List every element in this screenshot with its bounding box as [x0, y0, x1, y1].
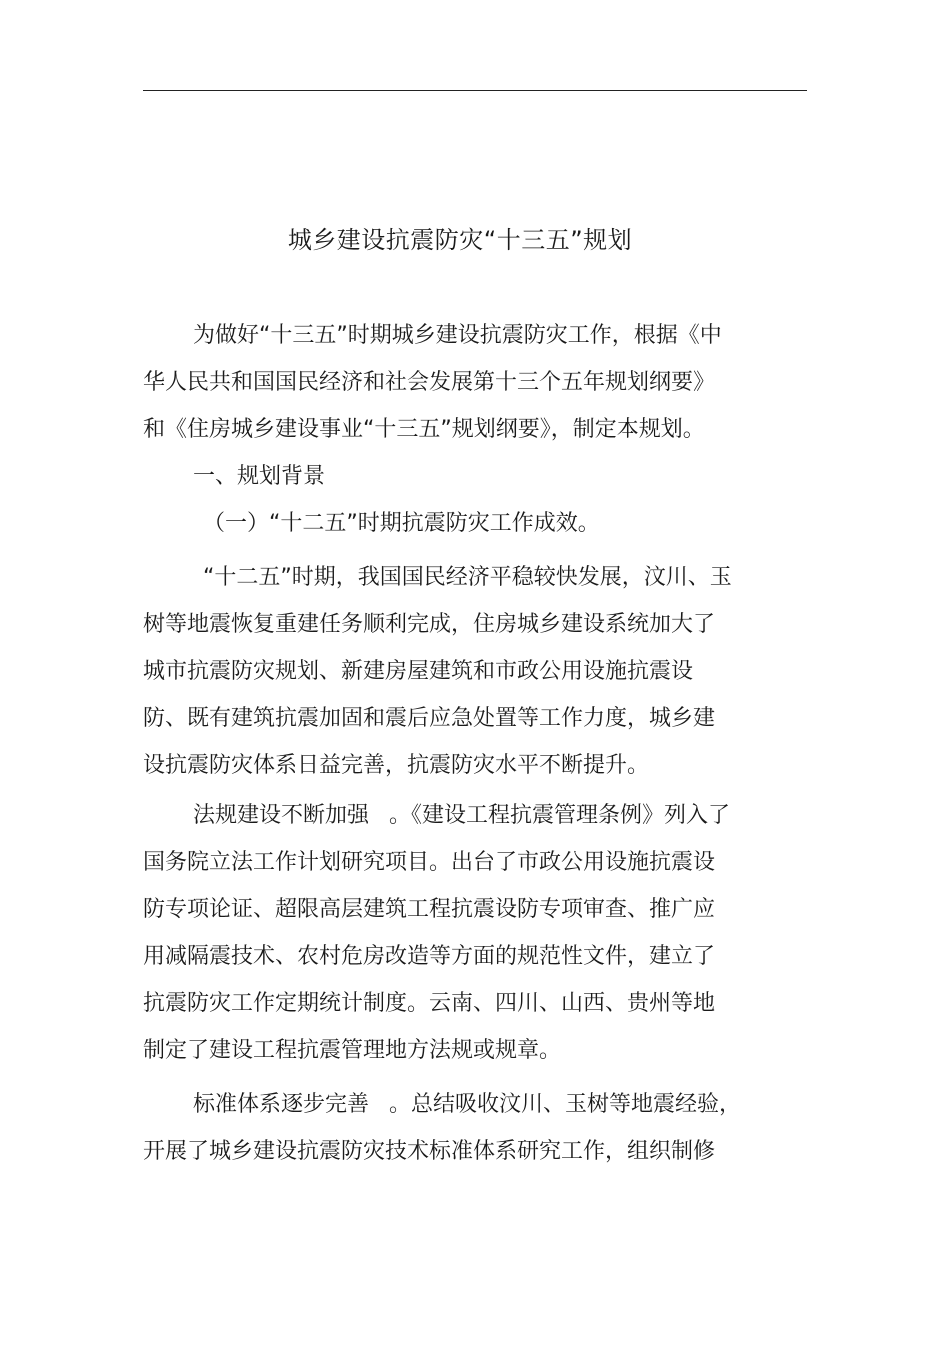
- paragraph-line: “十二五”时期，我国国民经济平稳较快发展，汶川、玉: [203, 565, 732, 590]
- paragraph-line: 防、既有建筑抗震加固和震后应急处置等工作力度，城乡建: [143, 706, 716, 731]
- header-rule: [143, 90, 807, 91]
- section-heading: 一、规划背景: [193, 464, 326, 489]
- paragraph-line: 用减隔震技术、农村危房改造等方面的规范性文件，建立了: [143, 944, 716, 969]
- paragraph-line: 制定了建设工程抗震管理地方法规或规章。: [143, 1038, 562, 1063]
- paragraph-line: 设抗震防灾体系日益完善，抗震防灾水平不断提升。: [143, 753, 650, 778]
- inline-heading-standards: 标准体系逐步完善: [193, 1092, 370, 1117]
- paragraph-line: 开展了城乡建设抗震防灾技术标准体系研究工作，组织制修: [143, 1139, 716, 1164]
- paragraph-text: 。总结吸收汶川、玉树等地震经验，: [389, 1092, 742, 1117]
- paragraph-line: 防专项论证、超限高层建筑工程抗震设防专项审查、推广应: [143, 897, 716, 922]
- paragraph-line: 和《住房城乡建设事业“十三五”规划纲要》，制定本规划。: [143, 417, 705, 442]
- paragraph-text: 。《建设工程抗震管理条例》列入了: [389, 803, 731, 828]
- paragraph-line: 为做好“十三五”时期城乡建设抗震防灾工作，根据《中: [193, 323, 722, 348]
- paragraph-line: 树等地震恢复重建任务顺利完成，住房城乡建设系统加大了: [143, 612, 716, 637]
- paragraph-line: [193, 1090, 741, 1120]
- paragraph-line: 城市抗震防灾规划、新建房屋建筑和市政公用设施抗震设: [143, 659, 694, 684]
- paragraph-line: 抗震防灾工作定期统计制度。云南、四川、山西、贵州等地: [143, 991, 716, 1016]
- paragraph-line: 国务院立法工作计划研究项目。出台了市政公用设施抗震设: [143, 850, 716, 875]
- subsection-heading: （一）“十二五”时期抗震防灾工作成效。: [203, 511, 600, 536]
- inline-heading-laws: 法规建设不断加强: [193, 803, 370, 828]
- document-title: 城乡建设抗震防灾“十三五”规划: [287, 226, 633, 254]
- paragraph-line: 华人民共和国国民经济和社会发展第十三个五年规划纲要》: [143, 370, 716, 395]
- paragraph-line: [193, 801, 730, 831]
